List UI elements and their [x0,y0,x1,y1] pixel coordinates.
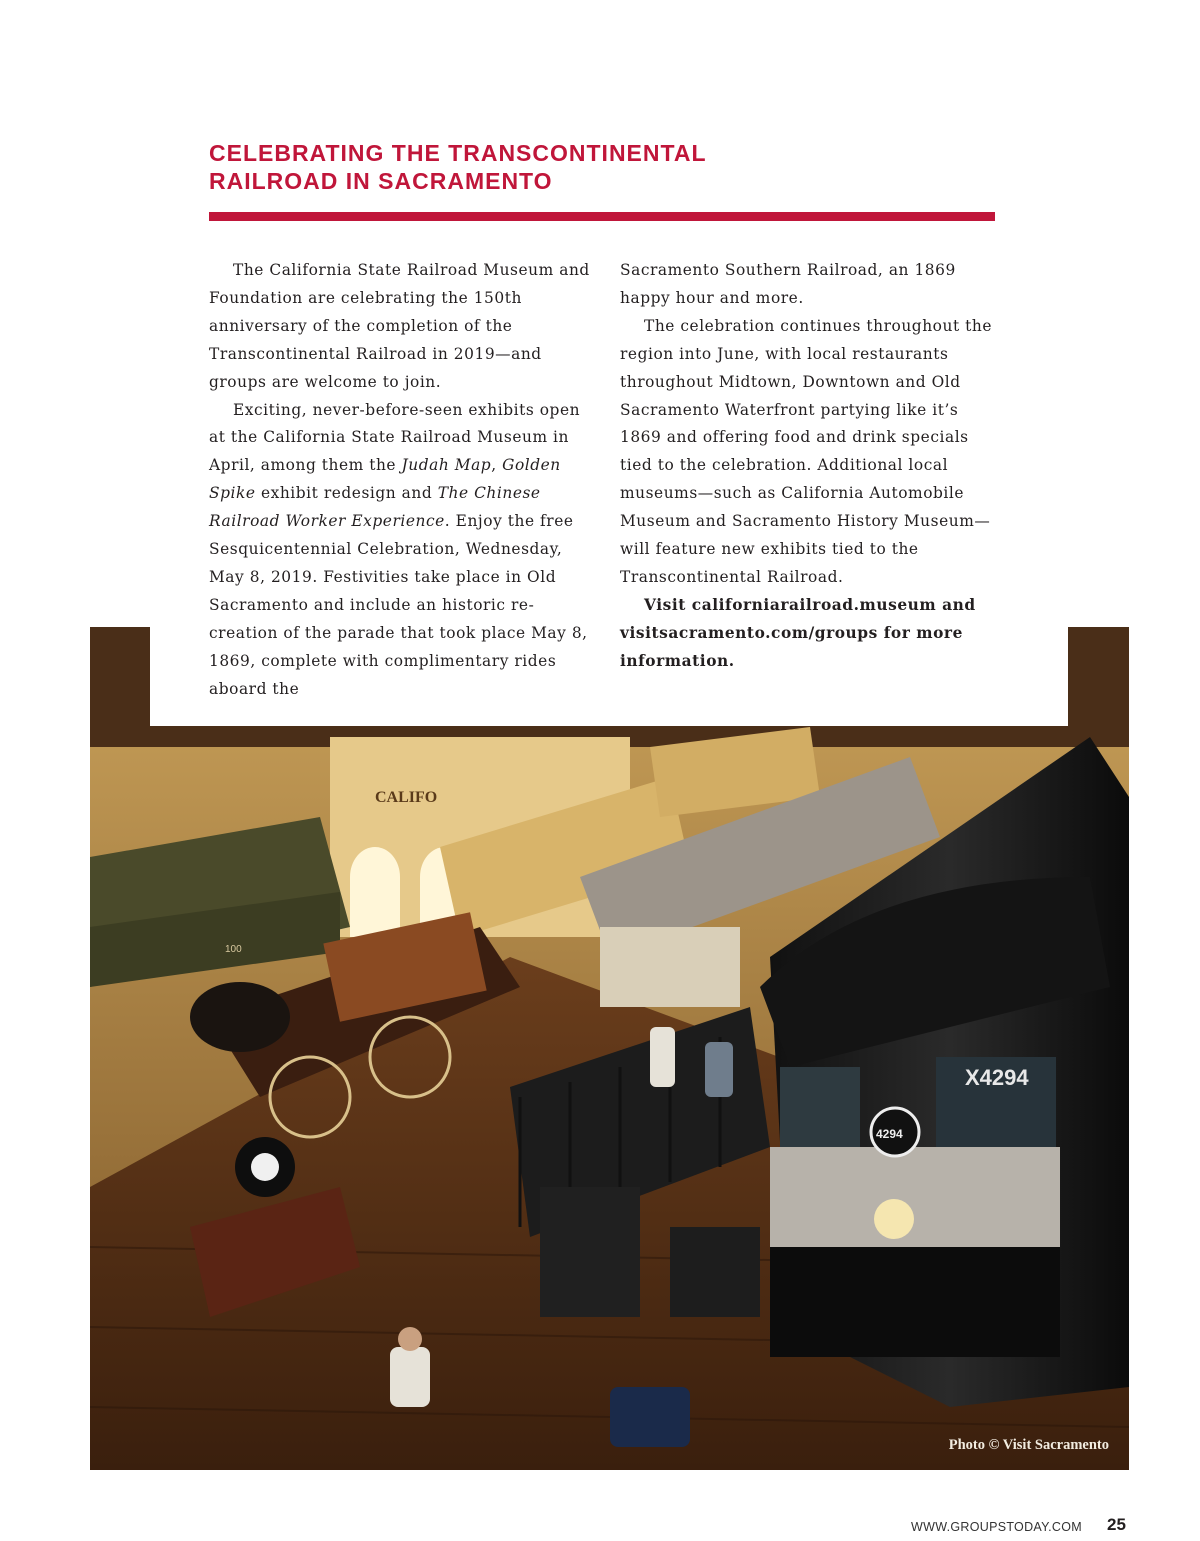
headline-divider [209,212,995,221]
text-run: . Enjoy the free Sesquicentennial Celebration, Wednesday, May 8, 2019. Festivities take place in Old Sacramento and include an historic re-creation of the parade that took place May 8, 1869, complete with complimentary rides aboard the [209,512,588,698]
loco-number: X4294 [965,1065,1029,1090]
exhibit-name: The Chinese Railroad Worker Experience [209,484,541,531]
article-column-2 [620,257,1000,676]
exhibit-name: Judah Map [401,456,492,475]
article-column-1 [209,257,599,704]
page-number: 25 [1107,1515,1126,1534]
paragraph: Sacramento Southern Railroad, an 1869 happy hour and more. [620,261,956,307]
headline-line-2: RAILROAD IN SACRAMENTO [209,168,553,194]
text-run: , [491,456,503,475]
station-sign: CALIFO [375,789,438,806]
car-number: 100 [225,944,242,955]
loco-badge: 4294 [876,1127,903,1141]
footer-url: WWW.GROUPSTODAY.COM [911,1520,1082,1534]
article-headline [209,139,989,195]
photo-credit: Photo © Visit Sacramento [948,1437,1109,1453]
railroad-museum-photo [90,627,1129,1470]
paragraph: The California State Railroad Museum and Foundation are celebrating the 150th anniversary of the completion of the Transcontinental Railroad in 2019—and groups are welcome to join. [209,261,590,391]
call-to-action: Visit californiarailroad.museum and visitsacramento.com/groups for more information. [620,595,976,670]
headline-line-1: CELEBRATING THE TRANSCONTINENTAL [209,140,707,166]
text-run: Exciting, never-before-seen exhibits open at the California State Railroad Museum in April, among them the [209,400,581,475]
paragraph: The celebration continues throughout the region into June, with local restaurants throughout Midtown, Downtown and Old Sacramento Waterfront partying like it’s 1869 and offering food and drink specials tied to the celebration. Additional local museums—such as California Automobile Museum and Sacramento History Museum—will feature new exhibits tied to the Transcontinental Railroad. [620,316,992,586]
exhibit-name: Golden Spike [209,456,561,503]
paragraph [209,397,599,704]
text-run: exhibit redesign and [255,484,438,503]
